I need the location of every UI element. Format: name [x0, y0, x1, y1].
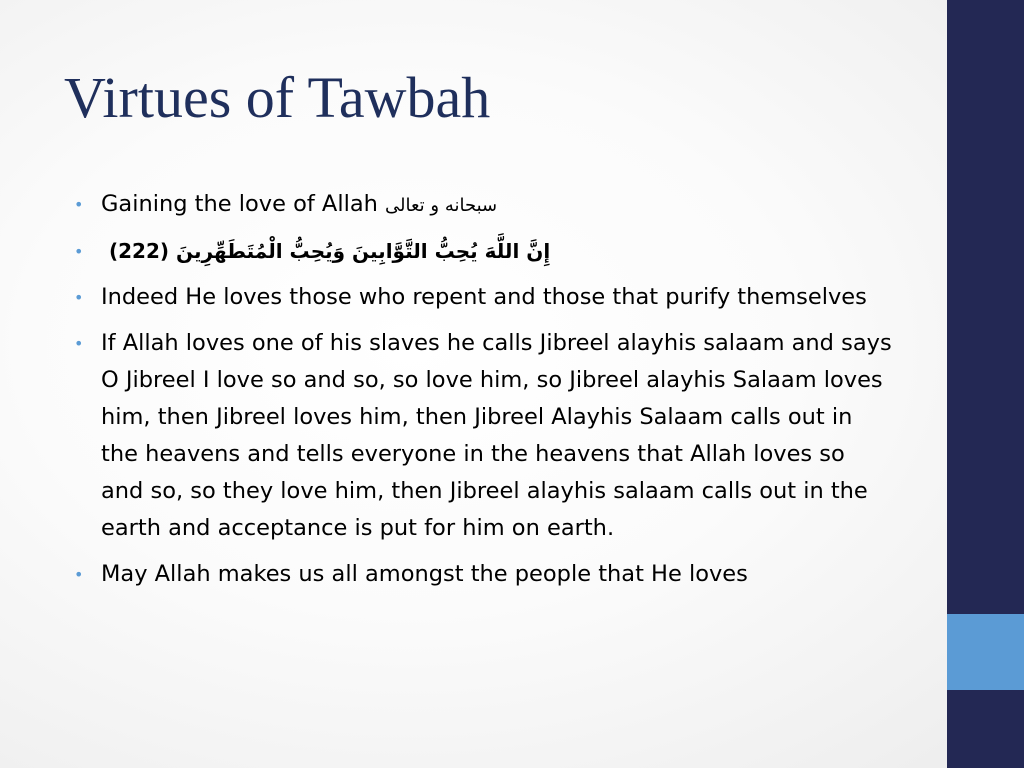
bullet-item-dua: [74, 556, 894, 593]
bullet-item-jibreel: [74, 325, 894, 547]
arabic-phrase: سبحانه و تعالى: [385, 195, 498, 216]
bullet-dot-icon: •: [74, 195, 84, 214]
bullet-dot-icon: •: [74, 242, 84, 261]
bullet-item-verse: [74, 233, 894, 270]
bullet-item-love-of-allah: [74, 186, 894, 224]
sidebar-accent-block: [947, 614, 1024, 690]
bullet-item-translation: [74, 279, 894, 316]
bullet-text: Indeed He loves those who repent and those that purify themselves: [101, 284, 867, 310]
bullet-dot-icon: •: [74, 334, 84, 353]
bullet-list: [74, 186, 894, 602]
bullet-dot-icon: •: [74, 288, 84, 307]
bullet-text: Gaining the love of Allah: [101, 191, 386, 217]
bullet-text: If Allah loves one of his slaves he calls Jibreel alayhis salaam and says O Jibreel I love so and so, so love him, so Jibreel alayhis Salaam loves him, then Jibreel loves him, then Jibreel Alayhis Salaam calls out in the heavens and tells everyone in the heavens that Allah loves so and so, so they love him, then Jibreel alayhis salaam calls out in the earth and acceptance is put for him on earth.: [101, 330, 892, 541]
quran-verse: إِنَّ اللَّهَ يُحِبُّ التَّوَّابِينَ وَيُحِبُّ الْمُتَطَهِّرِينَ (222): [109, 239, 551, 263]
slide-title: Virtues of Tawbah: [64, 65, 491, 130]
bullet-text: May Allah makes us all amongst the people that He loves: [101, 561, 748, 587]
bullet-dot-icon: •: [74, 565, 84, 584]
